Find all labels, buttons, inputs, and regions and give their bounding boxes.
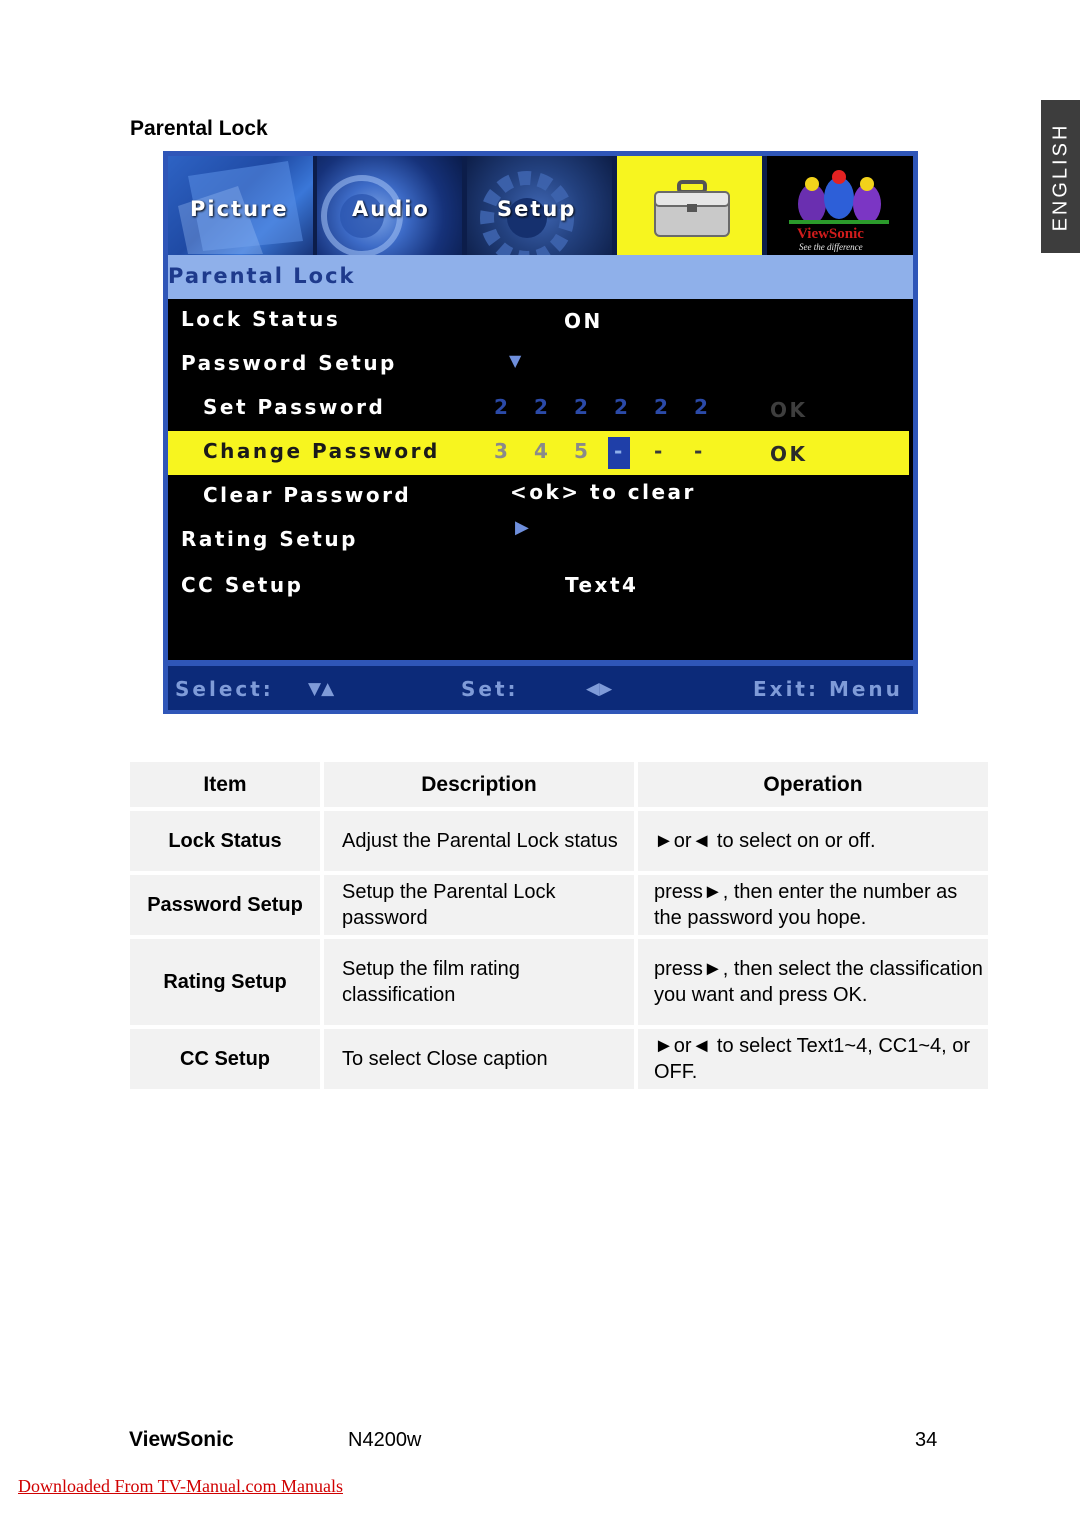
row-operation: ►or◄ to select Text1~4, CC1~4, or OFF.	[654, 1035, 971, 1083]
osd-tab-bar	[168, 156, 913, 255]
change-password-ok[interactable]: OK	[770, 442, 808, 466]
tab-picture-label: Picture	[190, 197, 289, 221]
svg-text:ViewSonic: ViewSonic	[797, 226, 864, 242]
row-item: Rating Setup	[130, 939, 320, 1025]
change-password-digit: -	[694, 439, 703, 463]
parental-lock-menu	[168, 299, 913, 660]
set-password-digit: 2	[614, 395, 628, 419]
svg-text:See the difference: See the difference	[799, 242, 863, 252]
download-source-link[interactable]: Downloaded From TV-Manual.com Manuals	[18, 1476, 343, 1496]
tab-audio[interactable]	[317, 156, 462, 255]
menu-item-set-password[interactable]: Set Password	[203, 395, 386, 419]
row-description: To select Close caption	[342, 1048, 548, 1070]
set-hint-label: Set:	[461, 677, 519, 701]
header-description: Description	[324, 762, 634, 807]
footer-brand: ViewSonic	[129, 1428, 234, 1451]
table-row	[130, 875, 988, 935]
change-password-digit: -	[654, 439, 663, 463]
tab-audio-label: Audio	[352, 197, 430, 221]
cc-setup-value: Text4	[565, 573, 639, 597]
row-operation: press►, then enter the number as the password you hope.	[654, 881, 958, 929]
section-title: Parental Lock	[130, 117, 268, 140]
change-password-digit: 3	[494, 439, 508, 463]
set-password-digit: 2	[574, 395, 588, 419]
language-tab	[1041, 100, 1080, 253]
up-down-arrows-icon: ▼▲	[308, 679, 335, 699]
language-label: ENGLISH	[1049, 122, 1071, 231]
menu-item-rating-setup[interactable]: Rating Setup	[181, 527, 358, 551]
row-operation: ►or◄ to select on or off.	[654, 830, 876, 852]
row-operation: press►, then select the classification you want and press OK.	[654, 958, 983, 1006]
change-password-digit: 5	[574, 439, 588, 463]
viewsonic-birds-logo	[767, 156, 913, 255]
osd-footer	[168, 666, 913, 710]
tab-setup[interactable]	[467, 156, 612, 255]
row-description: Adjust the Parental Lock status	[342, 830, 618, 852]
tab-picture[interactable]	[168, 156, 313, 255]
tab-brand	[767, 156, 913, 255]
row-item: CC Setup	[130, 1029, 320, 1089]
row-item: Lock Status	[130, 811, 320, 871]
tab-toolbox[interactable]	[617, 156, 762, 255]
table-row	[130, 811, 988, 871]
menu-item-password-setup[interactable]: Password Setup	[181, 351, 397, 375]
menu-item-cc-setup[interactable]: CC Setup	[181, 573, 304, 597]
header-operation: Operation	[638, 762, 988, 807]
exit-hint-label: Exit: Menu	[753, 677, 903, 701]
select-hint-label: Select:	[175, 677, 274, 701]
table-row	[130, 939, 988, 1025]
osd-screen	[163, 151, 918, 714]
row-description: Setup the film rating classification	[342, 958, 520, 1006]
menu-item-change-password[interactable]: Change Password	[203, 439, 440, 463]
row-description: Setup the Parental Lock password	[342, 881, 556, 929]
set-password-ok[interactable]: OK	[770, 398, 808, 422]
tab-setup-label: Setup	[497, 197, 577, 221]
table-header-row	[130, 762, 988, 807]
table-row	[130, 1029, 988, 1089]
set-password-digit: 2	[494, 395, 508, 419]
header-item: Item	[130, 762, 320, 807]
left-right-arrows-icon: ◀▶	[586, 679, 613, 699]
settings-table	[126, 758, 992, 1093]
change-password-digit: 4	[534, 439, 548, 463]
toolbox-icon	[653, 180, 731, 238]
password-cursor[interactable]	[608, 437, 630, 469]
submenu-title-bar	[168, 255, 913, 299]
chevron-right-icon: ▶	[515, 517, 532, 538]
page-number: 34	[915, 1429, 938, 1451]
row-item: Password Setup	[130, 875, 320, 935]
set-password-digit: 2	[654, 395, 668, 419]
footer-model: N4200w	[348, 1429, 422, 1451]
chevron-down-icon: ▼	[509, 351, 524, 370]
menu-item-lock-status[interactable]: Lock Status	[181, 307, 341, 331]
lock-status-value: ON	[564, 309, 603, 333]
set-password-digit: 2	[694, 395, 708, 419]
change-password-digit: -	[614, 439, 623, 463]
menu-item-clear-password[interactable]: Clear Password	[203, 483, 412, 507]
submenu-title: Parental Lock	[168, 264, 356, 288]
clear-password-hint: <ok> to clear	[510, 480, 696, 504]
set-password-digit: 2	[534, 395, 548, 419]
